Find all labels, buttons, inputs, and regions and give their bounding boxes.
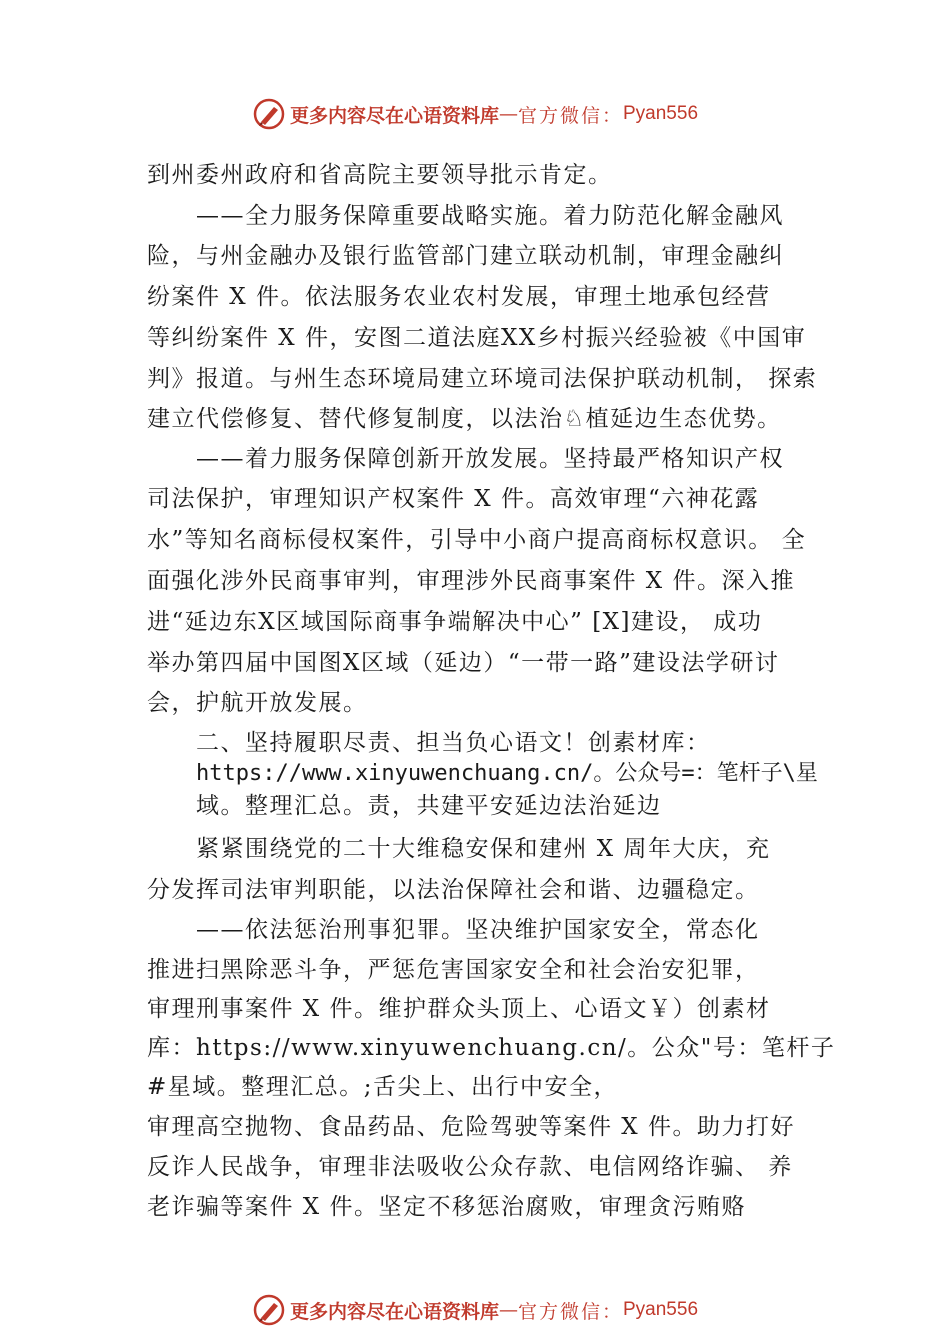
banner-main-text: 更多内容尽在心语资料库: [289, 1300, 499, 1323]
text-line: 老诈骗等案件 X 件。坚定不移惩治腐败，审理贪污贿赂: [147, 1194, 746, 1220]
banner-separator: —: [498, 103, 518, 125]
text-line: 进“延边东X区域国际商事争端解决中心” [X]建设， 成功: [147, 609, 763, 635]
footer-banner: [0, 1290, 950, 1330]
text-line: 到州委州政府和省高院主要领导批示肯定。: [147, 162, 613, 188]
header-banner: [0, 94, 950, 134]
banner-wechat-id: Pyan556: [623, 103, 699, 124]
banner-wechat-label: 官方微信：: [517, 104, 623, 127]
text-line: 举办第四届中国图X区域（延边）“一带一路”建设法学研讨: [147, 650, 780, 676]
pen-logo-icon: [252, 1293, 286, 1327]
text-line: 水”等知名商标侵权案件，引导中小商户提高商标权意识。 全: [147, 527, 807, 553]
text-line: 分发挥司法审判职能，以法治保障社会和谐、边疆稳定。: [147, 877, 760, 903]
text-line: 推进扫黑除恶斗争，严惩危害国家安全和社会治安犯罪，: [147, 957, 760, 983]
pen-logo-icon: [252, 97, 286, 131]
text-line: https://www.xinyuwenchuang.cn/。公众号=：笔杆子\星: [196, 761, 818, 786]
text-line: 审理刑事案件 X 件。维护群众头顶上、心语文￥）创素材: [147, 996, 771, 1022]
text-line: 紧紧围绕党的二十大维稳安保和建州 X 周年大庆，充: [196, 836, 771, 862]
banner-separator: —: [498, 1299, 518, 1321]
banner-wechat-id: Pyan556: [623, 1299, 699, 1320]
text-line: 纷案件 X 件。依法服务农业农村发展，审理土地承包经营: [147, 284, 771, 310]
text-line: 会，护航开放发展。: [147, 690, 368, 716]
text-line: 二、坚持履职尽责、担当负心语文！创素材库：: [196, 730, 711, 756]
text-line: #星域。整理汇总。;舌尖上、出行中安全，: [147, 1074, 619, 1100]
text-line: 域。整理汇总。责，共建平安延边法治延边: [196, 793, 662, 819]
text-line: 面强化涉外民商事审判，审理涉外民商事案件 X 件。深入推: [147, 568, 795, 594]
text-line: 库：https://www.xinyuwenchuang.cn/。公众"号：笔杆子: [147, 1035, 836, 1061]
banner-wechat-label: 官方微信：: [517, 1300, 623, 1323]
text-line: 建立代偿修复、替代修复制度，以法治♘植延边生态优势。: [147, 406, 782, 432]
text-line: ——依法惩治刑事犯罪。坚决维护国家安全，常态化: [196, 917, 760, 943]
text-line: 司法保护，审理知识产权案件 X 件。高效审理“六神花露: [147, 486, 760, 512]
text-line: ——全力服务保障重要战略实施。着力防范化解金融风: [196, 203, 784, 229]
text-line: 等纠纷案件 X 件，安图二道法庭XX乡村振兴经验被《中国审: [147, 325, 807, 351]
text-line: 险，与州金融办及银行监管部门建立联动机制，审理金融纠: [147, 243, 784, 269]
text-line: 审理高空抛物、食品药品、危险驾驶等案件 X 件。助力打好: [147, 1114, 795, 1140]
banner-main-text: 更多内容尽在心语资料库: [289, 104, 499, 127]
text-line: 反诈人民战争，审理非法吸收公众存款、电信网络诈骗、 养: [147, 1154, 793, 1180]
text-line: 判》报道。与州生态环境局建立环境司法保护联动机制， 探索: [147, 366, 818, 392]
text-line: ——着力服务保障创新开放发展。坚持最严格知识产权: [196, 446, 784, 472]
